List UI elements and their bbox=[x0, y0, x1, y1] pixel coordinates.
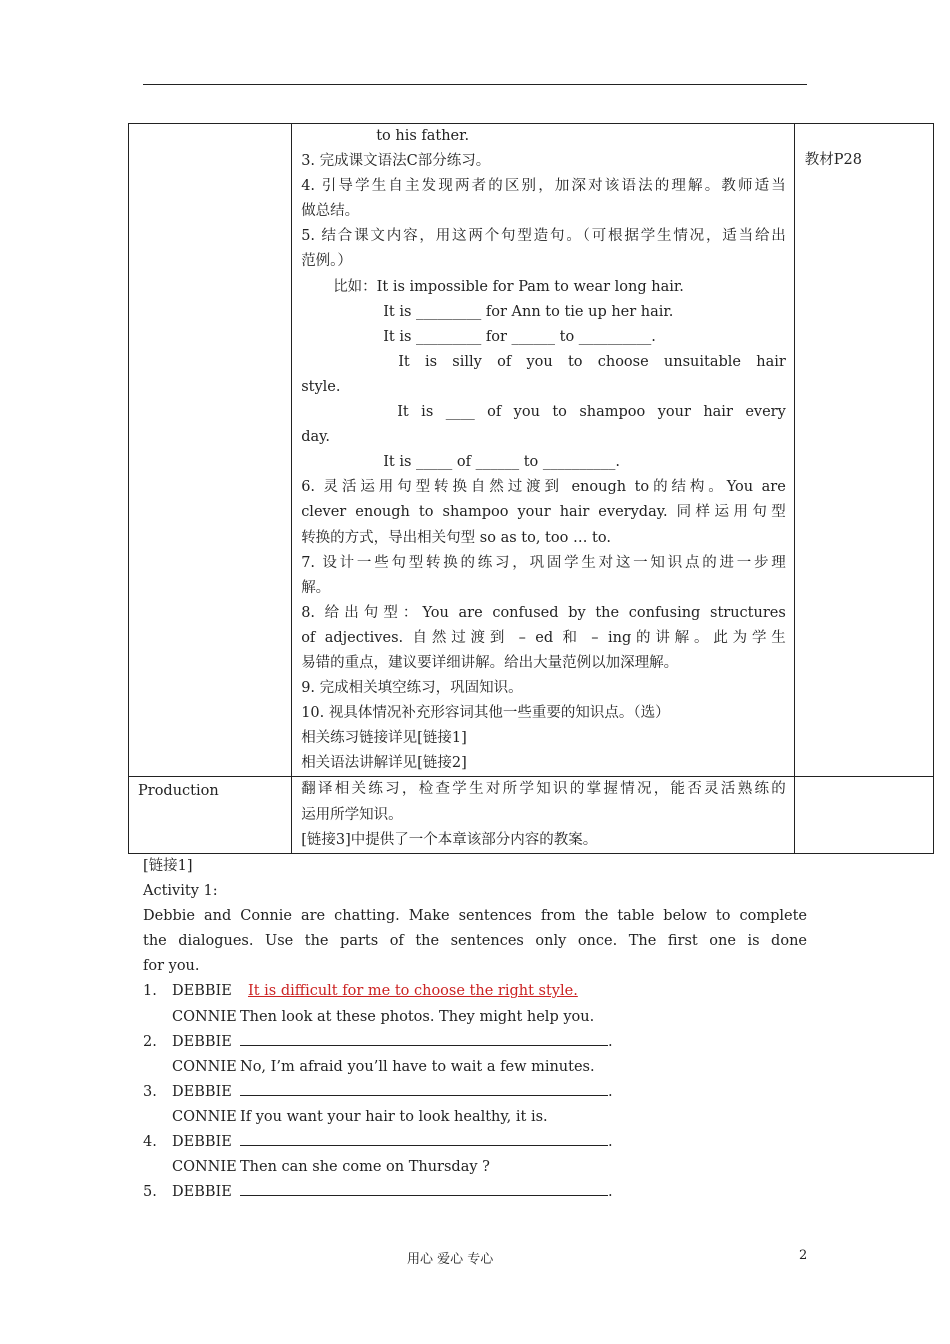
page-number: 2 bbox=[799, 1248, 808, 1263]
link-reference[interactable]: [链接3]中提供了一个本章该部分内容的教案。 bbox=[301, 831, 598, 848]
speaker-name: DEBBIE bbox=[172, 1134, 232, 1151]
blank-period: . bbox=[608, 1134, 613, 1151]
speaker-name: CONNIE bbox=[172, 1058, 237, 1075]
content-line: 易错的重点，建议要详细讲解。给出大量范例以加深理解。 bbox=[301, 654, 679, 671]
link1-section bbox=[143, 854, 807, 1205]
item-number: 2. bbox=[143, 1033, 157, 1050]
note-cell bbox=[794, 124, 933, 777]
link-reference[interactable]: 相关练习链接详见[链接1] bbox=[301, 730, 467, 747]
example-line: style. bbox=[301, 378, 341, 395]
content-line: 10. 视具体情况补充形容词其他一些重要的知识点。（选） bbox=[301, 705, 670, 722]
content-cell bbox=[292, 777, 795, 853]
dialogue-line bbox=[143, 1080, 807, 1105]
content-line: 解。 bbox=[301, 579, 331, 596]
stage-cell bbox=[129, 777, 292, 853]
speaker-name: CONNIE bbox=[172, 1108, 237, 1125]
instruction-line: for you. bbox=[143, 958, 200, 975]
speaker-name: DEBBIE bbox=[172, 1184, 232, 1201]
dialogue-line bbox=[143, 1005, 807, 1030]
answer-blank[interactable] bbox=[240, 1030, 608, 1046]
instruction-line: Debbie and Connie are chatting. Make sentences from the table below to complete bbox=[143, 908, 807, 925]
content-line: 8. 给出句型：You are confused by the confusing structures bbox=[301, 604, 786, 621]
dialogue-text: Then look at these photos. They might help you. bbox=[240, 1008, 595, 1025]
content-line: to his father. bbox=[376, 128, 470, 144]
answer-blank[interactable] bbox=[240, 1180, 608, 1196]
content-line: of adjectives. 自然过渡到 – ed 和 – ing的讲解。此为学生 bbox=[301, 629, 786, 646]
speaker-name: DEBBIE bbox=[172, 983, 232, 1000]
dialogue-line bbox=[143, 1055, 807, 1080]
content-line: 4. 引导学生自主发现两者的区别，加深对该语法的理解。教师适当 bbox=[301, 178, 786, 195]
dialogue-line bbox=[143, 1155, 807, 1180]
item-number: 3. bbox=[143, 1083, 157, 1100]
example-line: 比如：It is impossible for Pam to wear long hair. bbox=[333, 278, 684, 295]
content-cell bbox=[292, 124, 795, 777]
content-line: 转换的方式，导出相关句型 so as to, too … to. bbox=[301, 529, 611, 546]
blank-period: . bbox=[608, 1033, 613, 1050]
dialogue-line bbox=[143, 1130, 807, 1155]
answer-blank[interactable] bbox=[240, 1130, 608, 1146]
dialogue-text: If you want your hair to look healthy, it is. bbox=[240, 1108, 548, 1125]
content-line: 5. 结合课文内容，用这两个句型造句。（可根据学生情况，适当给出 bbox=[301, 228, 786, 245]
table-row bbox=[129, 124, 934, 777]
dialogue-list bbox=[143, 979, 807, 1205]
table-row bbox=[129, 777, 934, 853]
lesson-plan-table bbox=[128, 123, 934, 854]
example-line: It is _________ for Ann to tie up her hair. bbox=[383, 303, 674, 320]
stage-label: Production bbox=[138, 783, 219, 800]
link-reference[interactable]: 相关语法讲解详见[链接2] bbox=[301, 755, 467, 772]
textbook-page-note: 教材P28 bbox=[804, 152, 863, 168]
content-line: 做总结。 bbox=[301, 203, 360, 220]
dialogue-line bbox=[143, 1105, 807, 1130]
example-line: It is _____ of ______ to __________. bbox=[383, 454, 620, 471]
content-line: 3. 完成课文语法C部分练习。 bbox=[301, 153, 491, 170]
example-line: It is silly of you to choose unsuitable hair bbox=[398, 353, 786, 370]
dialogue-line bbox=[143, 979, 807, 1004]
activity-title: Activity 1: bbox=[143, 883, 218, 900]
speaker-name: DEBBIE bbox=[172, 1083, 232, 1100]
content-line: 9. 完成相关填空练习，巩固知识。 bbox=[301, 680, 523, 697]
speaker-name: CONNIE bbox=[172, 1159, 237, 1176]
answer-blank[interactable] bbox=[240, 1080, 608, 1096]
note-cell bbox=[794, 777, 933, 853]
dialogue-line bbox=[143, 1030, 807, 1055]
footer-motto: 用心 爱心 专心 bbox=[407, 1252, 494, 1267]
item-number: 5. bbox=[143, 1184, 157, 1201]
content-line: 7. 设计一些句型转换的练习，巩固学生对这一知识点的进一步理 bbox=[301, 554, 786, 571]
example-line: day. bbox=[301, 429, 330, 446]
dialogue-text: No, I’m afraid you’ll have to wait a few minutes. bbox=[240, 1058, 595, 1075]
content-line: clever enough to shampoo your hair everyday. 同样运用句型 bbox=[301, 504, 786, 521]
speaker-name: CONNIE bbox=[172, 1008, 237, 1025]
header-rule bbox=[143, 84, 807, 85]
link1-heading: [链接1] bbox=[143, 858, 193, 874]
blank-period: . bbox=[608, 1083, 613, 1100]
dialogue-line bbox=[143, 1180, 807, 1205]
speaker-name: DEBBIE bbox=[172, 1033, 232, 1050]
example-line: It is _________ for ______ to __________. bbox=[383, 328, 656, 345]
content-line: 翻译相关练习，检查学生对所学知识的掌握情况，能否灵活熟练的 bbox=[301, 781, 786, 798]
example-answer: It is difficult for me to choose the right style. bbox=[248, 983, 578, 1000]
dialogue-text: Then can she come on Thursday ? bbox=[240, 1159, 490, 1176]
instruction-line: the dialogues. Use the parts of the sentences only once. The first one is done bbox=[143, 933, 807, 950]
content-line: 6. 灵活运用句型转换自然过渡到 enough to的结构。You are bbox=[301, 479, 786, 496]
blank-period: . bbox=[608, 1184, 613, 1201]
content-line: 范例。） bbox=[301, 253, 352, 270]
item-number: 4. bbox=[143, 1134, 157, 1151]
stage-cell bbox=[129, 124, 292, 777]
content-line: 运用所学知识。 bbox=[301, 806, 403, 823]
item-number: 1. bbox=[143, 983, 157, 1000]
example-line: It is ____ of you to shampoo your hair every bbox=[397, 404, 786, 421]
